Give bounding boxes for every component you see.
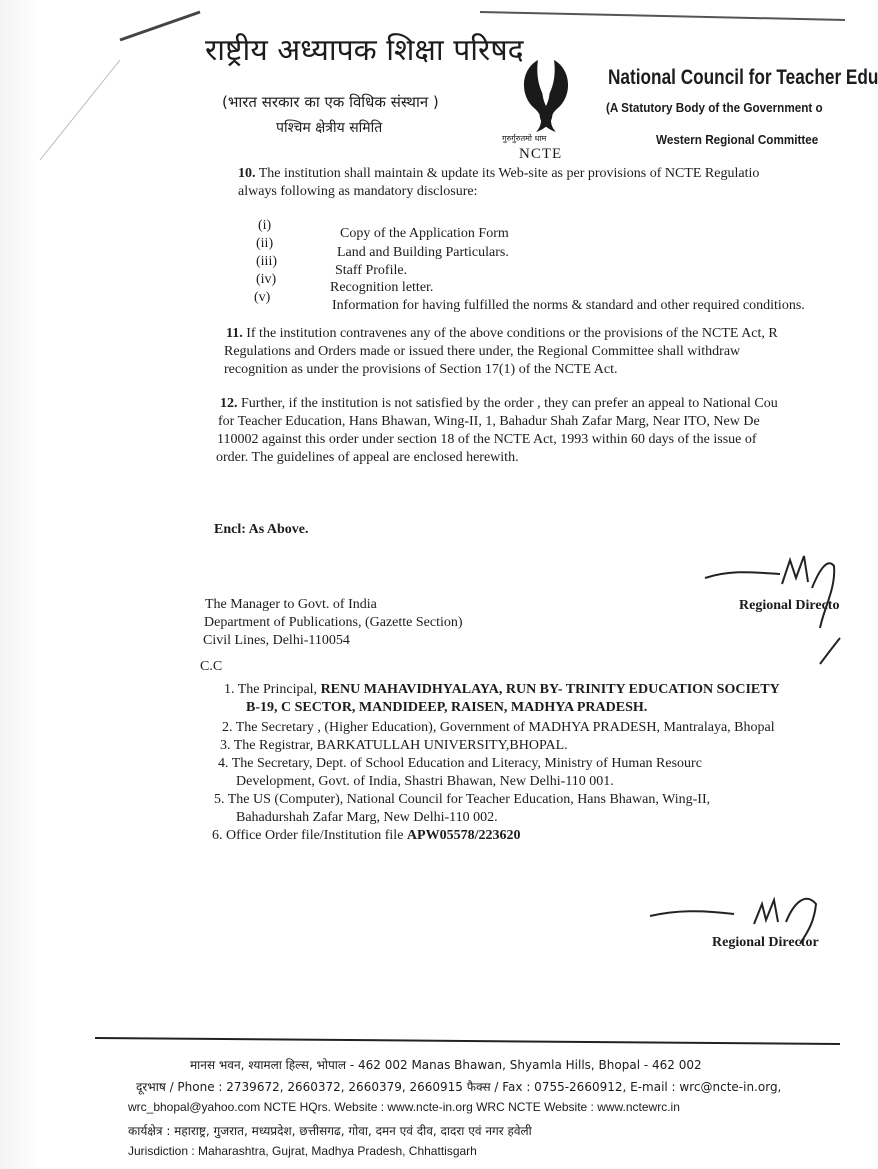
cc-item-2: 2. The Secretary , (Higher Education), Government of MADHYA PRADESH, Mantralaya, Bhopal [222,720,775,735]
footer-jurisdiction-hindi: कार्यक्षेत्र : महाराष्ट्र, गुजरात, मध्यप्रदेश, छत्तीसगढ, गोवा, दमन एवं दीव, दादरा एवं नगर हवेली [128,1124,532,1138]
cc-item-4-line2: Development, Govt. of India, Shastri Bhawan, New Delhi-110 001. [236,774,614,789]
footer-web: wrc_bhopal@yahoo.com NCTE HQrs. Website : www.ncte-in.org WRC NCTE Website : www.nctewrc.in [128,1100,680,1114]
list-item-num: (v) [254,290,271,305]
logo-caption: गुरुर्गुरुतमो धाम [502,134,547,143]
enclosure-note: Encl: As Above. [214,522,309,537]
list-item-num: (iii) [256,254,277,269]
cc-item-5: 5. The US (Computer), National Council for Teacher Education, Hans Bhawan, Wing-II, [214,792,711,807]
list-item-text: Recognition letter. [330,280,434,295]
logo-name: NCTE [519,146,563,162]
list-item-num: (i) [258,218,272,233]
item-10-line2: always following as mandatory disclosure: [238,184,478,199]
item-11-line1: 11. If the institution contravenes any of the above conditions or the provisions of the NCTE Act, R [226,326,778,341]
list-item-text: Staff Profile. [335,263,408,278]
list-item-text: Land and Building Particulars. [337,245,509,260]
cc-item-1: 1. The Principal, RENU MAHAVIDHYALAYA, RUN BY- TRINITY EDUCATION SOCIETY [224,682,780,697]
hindi-region: पश्चिम क्षेत्रीय समिति [276,120,383,136]
footer-jurisdiction-english: Jurisdiction : Maharashtra, Gujrat, Madhya Pradesh, Chhattisgarh [128,1144,477,1158]
hindi-title: राष्ट्रीय अध्यापक शिक्षा परिषद [205,33,524,68]
list-item-num: (iv) [256,272,277,287]
cc-item-6: 6. Office Order file/Institution file APW05578/223620 [212,828,521,843]
cc-item-4: 4. The Secretary, Dept. of School Education and Literacy, Ministry of Human Resourc [218,756,702,771]
english-region: Western Regional Committee [656,132,819,147]
list-item-text: Copy of the Application Form [340,226,509,241]
signatory-title-1: Regional Directo [739,598,840,613]
cc-item-3: 3. The Registrar, BARKATULLAH UNIVERSITY,BHOPAL. [220,738,568,753]
ncte-logo-icon [514,56,578,134]
cc-item-1-line2: B-19, C SECTOR, MANDIDEEP, RAISEN, MADHYA PRADESH. [246,700,648,715]
footer-address: मानस भवन, श्यामला हिल्स, भोपाल - 462 002 Manas Bhawan, Shyamla Hills, Bhopal - 462 002 [190,1058,702,1072]
english-subtitle: (A Statutory Body of the Government o [606,100,823,115]
item-12-line2: for Teacher Education, Hans Bhawan, Wing-II, 1, Bahadur Shah Zafar Marg, Near ITO, New De [218,414,760,429]
item-12-line4: order. The guidelines of appeal are enclosed herewith. [216,450,519,465]
item-12-line1: 12. Further, if the institution is not satisfied by the order , they can prefer an appeal to National Cou [220,396,778,411]
list-item-num: (ii) [256,236,274,251]
item-12-line3: 110002 against this order under section 18 of the NCTE Act, 1993 within 60 days of the issue of [217,432,757,447]
list-item-text: Information for having fulfilled the norms & standard and other required conditions. [332,298,805,313]
signatory-title-2: Regional Director [712,935,819,950]
english-title: National Council for Teacher Edu [608,66,878,89]
signature-mark-2 [646,884,836,964]
address-line2: Department of Publications, (Gazette Section) [204,615,463,630]
cc-label: C.C [200,659,223,674]
item-11-line3: recognition as under the provisions of Section 17(1) of the NCTE Act. [224,362,618,377]
address-line3: Civil Lines, Delhi-110054 [203,633,350,648]
footer-phone: दूरभाष / Phone : 2739672, 2660372, 2660379, 2660915 फैक्स / Fax : 0755-2660912, E-mail : wrc@ncte-in.org, [136,1080,782,1094]
hindi-subtitle: (भारत सरकार का एक विधिक संस्थान ) [222,93,439,111]
address-line1: The Manager to Govt. of India [205,597,377,612]
item-10-line1: 10. The institution shall maintain & update its Web-site as per provisions of NCTE Regulatio [238,166,760,181]
item-11-line2: Regulations and Orders made or issued there under, the Regional Committee shall withdraw [224,344,741,359]
cc-item-5-line2: Bahadurshah Zafar Marg, New Delhi-110 002. [236,810,498,825]
